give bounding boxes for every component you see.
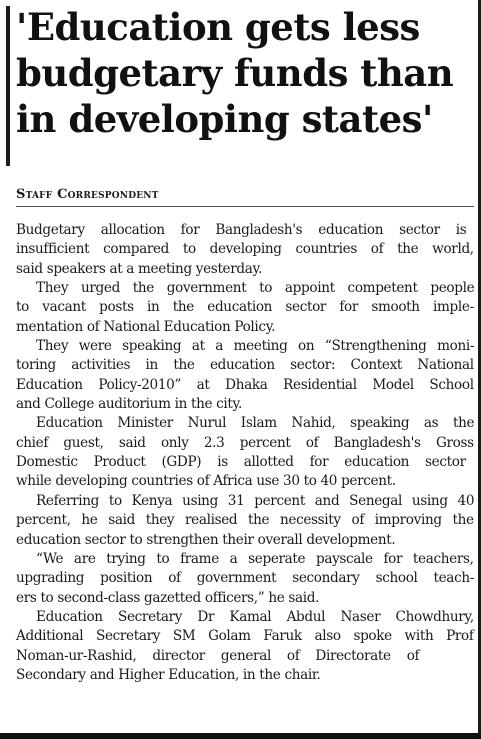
paragraph-line: Education Secretary Dr Kamal Abdul Naser Chowdhury,: [36, 608, 474, 625]
paragraph-line: while developing countries of Africa use 30 to 40 percent.: [16, 473, 396, 490]
paragraph-line: Additional Secretary SM Golam Faruk also spoke with Prof: [16, 628, 474, 645]
paragraph-line: Domestic Product (GDP) is allotted for education sector: [16, 454, 466, 471]
paragraph-4: [16, 414, 474, 491]
paragraph-line: Noman-ur-Rashid, director general of Directorate of: [16, 647, 420, 664]
paragraph-line: and College auditorium in the city.: [16, 396, 243, 413]
headline: [16, 4, 478, 142]
paragraph-line: to vacant posts in the education sector for smooth imple-: [16, 299, 474, 316]
paragraph-line: toring activities in the education sector: Context National: [16, 357, 474, 374]
paragraph-line: Education Policy-2010” at Dhaka Residential Model School: [16, 376, 474, 393]
headline-line-3: in developing states': [16, 97, 433, 141]
byline: Staff Correspondent: [16, 187, 159, 202]
paragraph-5: [16, 492, 474, 550]
paragraph-7: [16, 608, 474, 685]
paragraph-3: [16, 337, 474, 414]
paragraph-line: They urged the government to appoint competent people: [36, 280, 475, 297]
paragraph-line: education sector to strengthen their overall development.: [16, 531, 396, 548]
paragraph-line: Secondary and Higher Education, in the chair.: [16, 666, 321, 683]
headline-side-rule: [6, 6, 10, 166]
paragraph-1: [16, 221, 474, 279]
paragraph-line: percent, he said they realised the necessity of improving the: [16, 512, 474, 529]
paragraph-line: Education Minister Nurul Islam Nahid, speaking as the: [36, 415, 475, 432]
headline-line-1: 'Education gets less: [16, 5, 420, 49]
article-body: [16, 221, 474, 685]
paragraph-6: [16, 550, 474, 608]
paragraph-line: “We are trying to frame a seperate payscale for teachers,: [36, 550, 474, 567]
bottom-rule: [0, 733, 481, 739]
headline-line-2: budgetary funds than: [16, 51, 454, 95]
byline-divider: [16, 206, 474, 207]
paragraph-line: chief guest, said only 2.3 percent of Bangladesh's Gross: [16, 434, 474, 451]
paragraph-line: upgrading position of government secondary school teach-: [16, 570, 474, 587]
paragraph-line: ers to second-class gazetted officers,” he said.: [16, 589, 320, 606]
paragraph-line: Referring to Kenya using 31 percent and Senegal using 40: [36, 492, 475, 509]
paragraph-line: mentation of National Education Policy.: [16, 318, 276, 335]
paragraph-line: They were speaking at a meeting on “Strengthening moni-: [36, 338, 475, 355]
paragraph-2: [16, 279, 474, 337]
paragraph-line: Budgetary allocation for Bangladesh's education sector is: [16, 222, 467, 238]
paragraph-line: said speakers at a meeting yesterday.: [16, 260, 262, 277]
paragraph-line: insufficient compared to developing countries of the world,: [16, 241, 474, 258]
